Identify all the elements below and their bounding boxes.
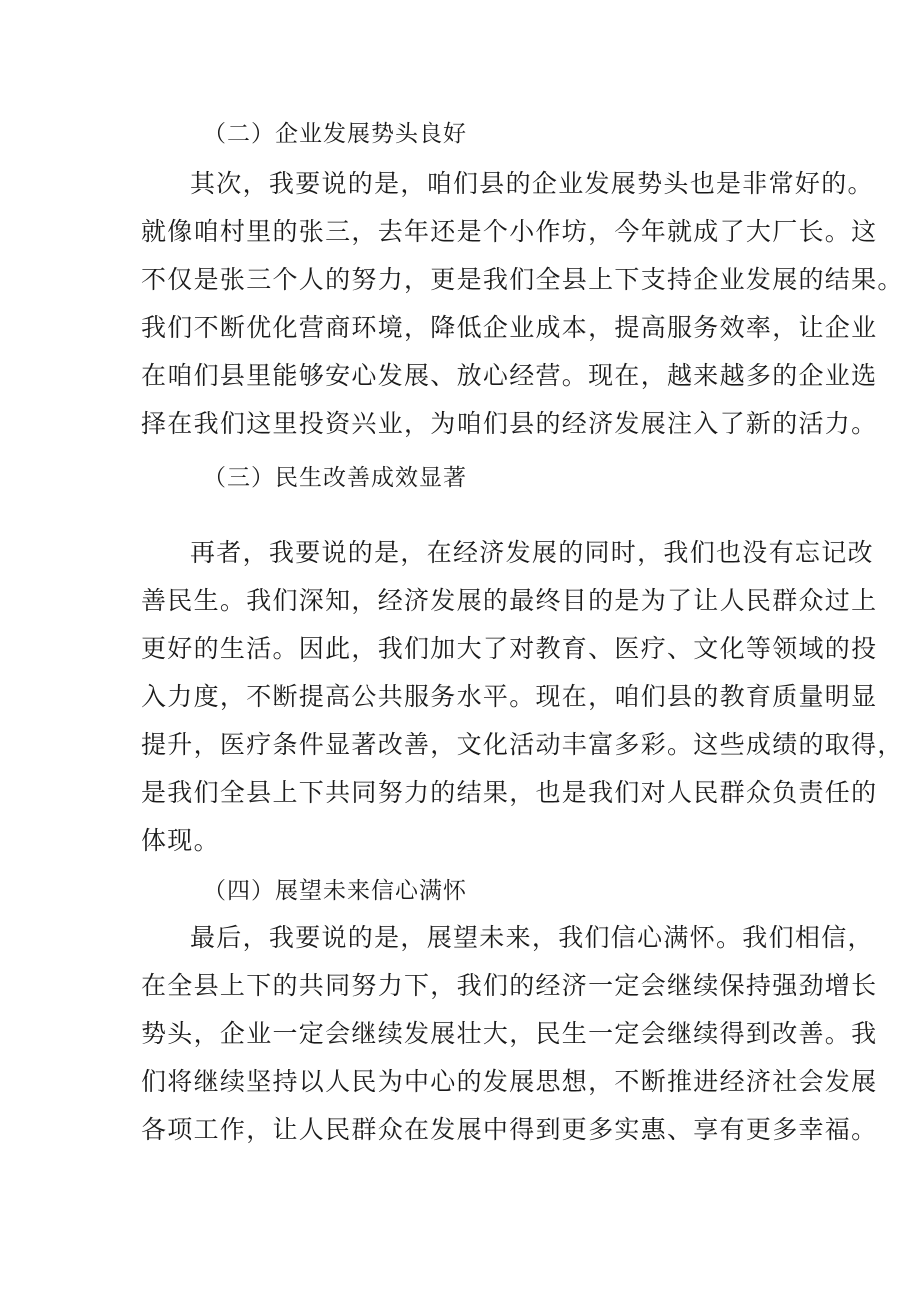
- paragraph-line: 在全县上下的共同努力下，我们的经济一定会继续保持强劲增长: [141, 971, 878, 1000]
- paragraph-line: 们将继续坚持以人民为中心的发展思想，不断推进经济社会发展: [141, 1067, 878, 1096]
- paragraph-line: 我们不断优化营商环境，降低企业成本，提高服务效率，让企业: [141, 313, 878, 342]
- paragraph-line: 再者，我要说的是，在经济发展的同时，我们也没有忘记改: [190, 538, 874, 567]
- section-heading-4: （四）展望未来信心满怀: [203, 878, 467, 904]
- paragraph-line: 最后，我要说的是，展望未来，我们信心满怀。我们相信，: [190, 923, 874, 952]
- paragraph-line: 各项工作，让人民群众在发展中得到更多实惠、享有更多幸福。: [141, 1115, 878, 1144]
- paragraph-line: 其次，我要说的是，咱们县的企业发展势头也是非常好的。: [190, 169, 874, 198]
- paragraph-line: 就像咱村里的张三，去年还是个小作坊，今年就成了大厂长。这: [141, 217, 878, 246]
- section-heading-3: （三）民生改善成效显著: [203, 465, 467, 491]
- paragraph-line: 在咱们县里能够安心发展、放心经营。现在，越来越多的企业选: [141, 361, 878, 390]
- section-heading-2: （二）企业发展势头良好: [203, 121, 467, 147]
- paragraph-line: 入力度，不断提高公共服务水平。现在，咱们县的教育质量明显: [141, 682, 878, 711]
- paragraph-line: 不仅是张三个人的努力，更是我们全县上下支持企业发展的结果。: [141, 265, 904, 294]
- paragraph-line: 体现。: [141, 826, 220, 855]
- paragraph-line: 提升，医疗条件显著改善，文化活动丰富多彩。这些成绩的取得，: [141, 730, 904, 759]
- paragraph-line: 择在我们这里投资兴业，为咱们县的经济发展注入了新的活力。: [141, 409, 878, 438]
- paragraph-line: 势头，企业一定会继续发展壮大，民生一定会继续得到改善。我: [141, 1019, 878, 1048]
- paragraph-line: 善民生。我们深知，经济发展的最终目的是为了让人民群众过上: [141, 586, 878, 615]
- paragraph-line: 更好的生活。因此，我们加大了对教育、医疗、文化等领域的投: [141, 634, 878, 663]
- paragraph-line: 是我们全县上下共同努力的结果，也是我们对人民群众负责任的: [141, 778, 878, 807]
